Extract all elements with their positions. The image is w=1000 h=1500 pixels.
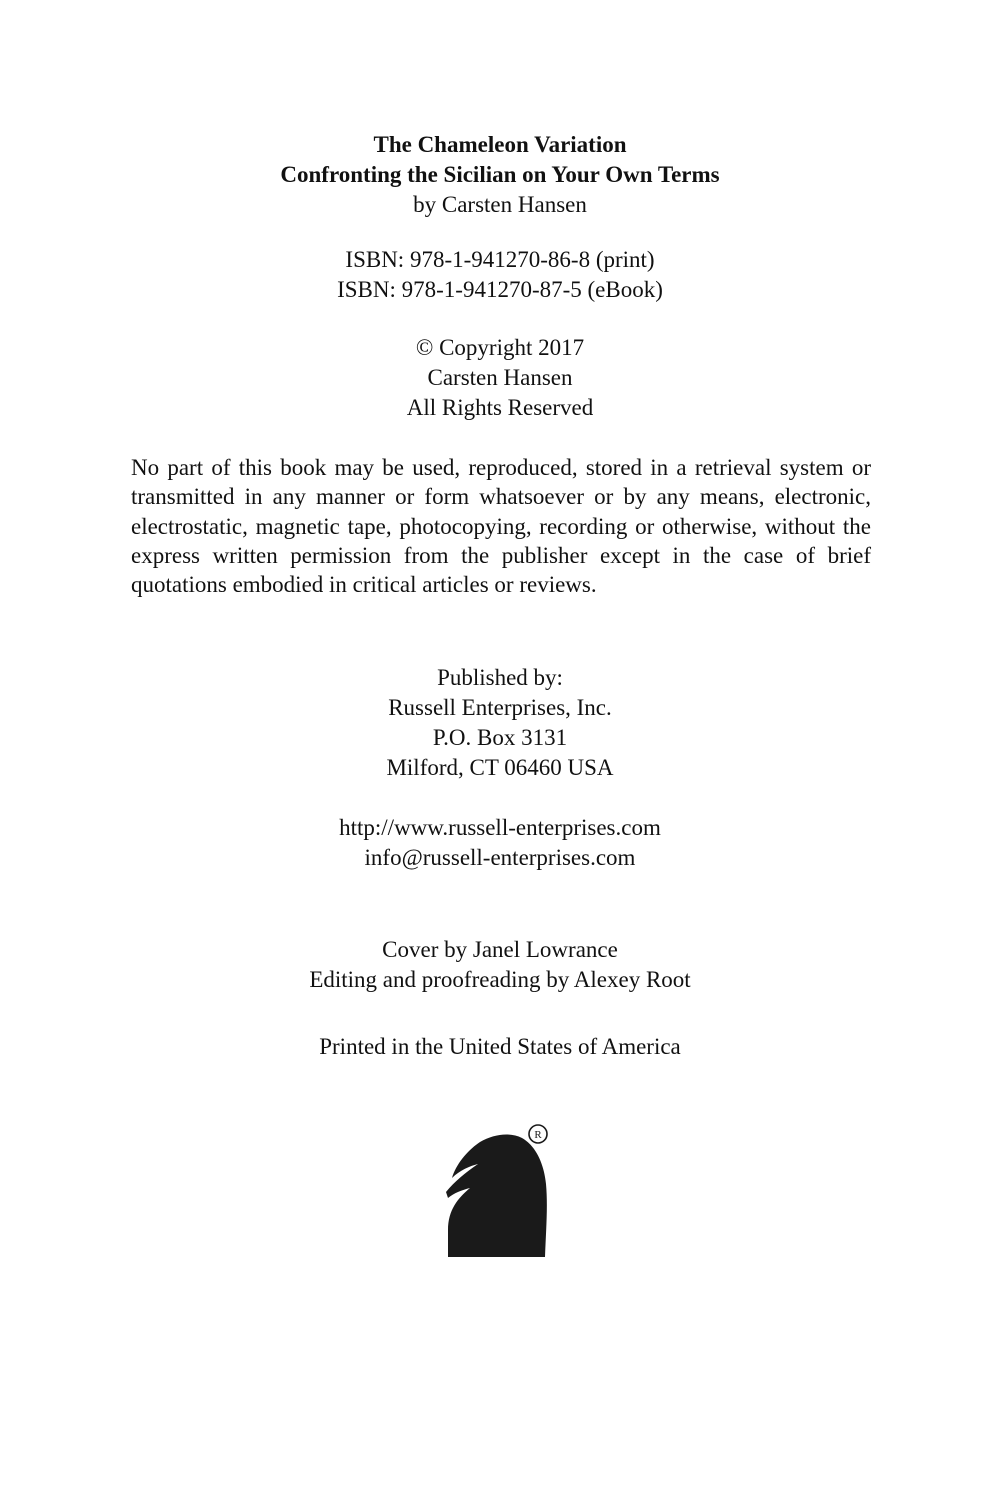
isbn-section (0, 245, 1000, 305)
publisher-name: Russell Enterprises, Inc. (388, 695, 612, 720)
book-subtitle: Confronting the Sicilian on Your Own Terms (280, 162, 720, 187)
editing-credit: Editing and proofreading by Alexey Root (309, 967, 691, 992)
copyright-holder: Carsten Hansen (427, 365, 573, 390)
printed-in: Printed in the United States of America (319, 1034, 681, 1059)
legal-notice: No part of this book may be used, reproduced, stored in a retrieval system or transmitted in any manner or form whatsoever or by any means, electronic, electrostatic, magnetic tape, photocopying, recording or otherwise, without the express written permission from the publisher except in the case of brief quotations embodied in critical articles or reviews. (131, 455, 871, 598)
printed-section (0, 1032, 1000, 1062)
registered-mark: R (534, 1129, 542, 1141)
publisher-po-box: P.O. Box 3131 (432, 725, 568, 750)
credits-section (0, 935, 1000, 995)
isbn-print: ISBN: 978-1-941270-86-8 (print) (345, 247, 655, 272)
knight-silhouette (446, 1135, 547, 1257)
publisher-email: info@russell-enterprises.com (364, 845, 636, 870)
copyright-year: © Copyright 2017 (415, 335, 585, 360)
publisher-website: http://www.russell-enterprises.com (339, 815, 661, 840)
title-section (0, 130, 1000, 220)
publisher-city: Milford, CT 06460 USA (386, 755, 614, 780)
knight-logo-svg (440, 1120, 558, 1260)
chess-knight-icon (440, 1120, 558, 1260)
book-author: by Carsten Hansen (413, 192, 587, 217)
contact-section (0, 813, 1000, 873)
publisher-section (0, 663, 1000, 783)
published-by-label: Published by: (437, 665, 563, 690)
cover-credit: Cover by Janel Lowrance (382, 937, 618, 962)
isbn-ebook: ISBN: 978-1-941270-87-5 (eBook) (337, 277, 663, 302)
copyright-section (0, 333, 1000, 423)
rights-reserved: All Rights Reserved (406, 395, 594, 420)
book-title: The Chameleon Variation (373, 132, 627, 157)
